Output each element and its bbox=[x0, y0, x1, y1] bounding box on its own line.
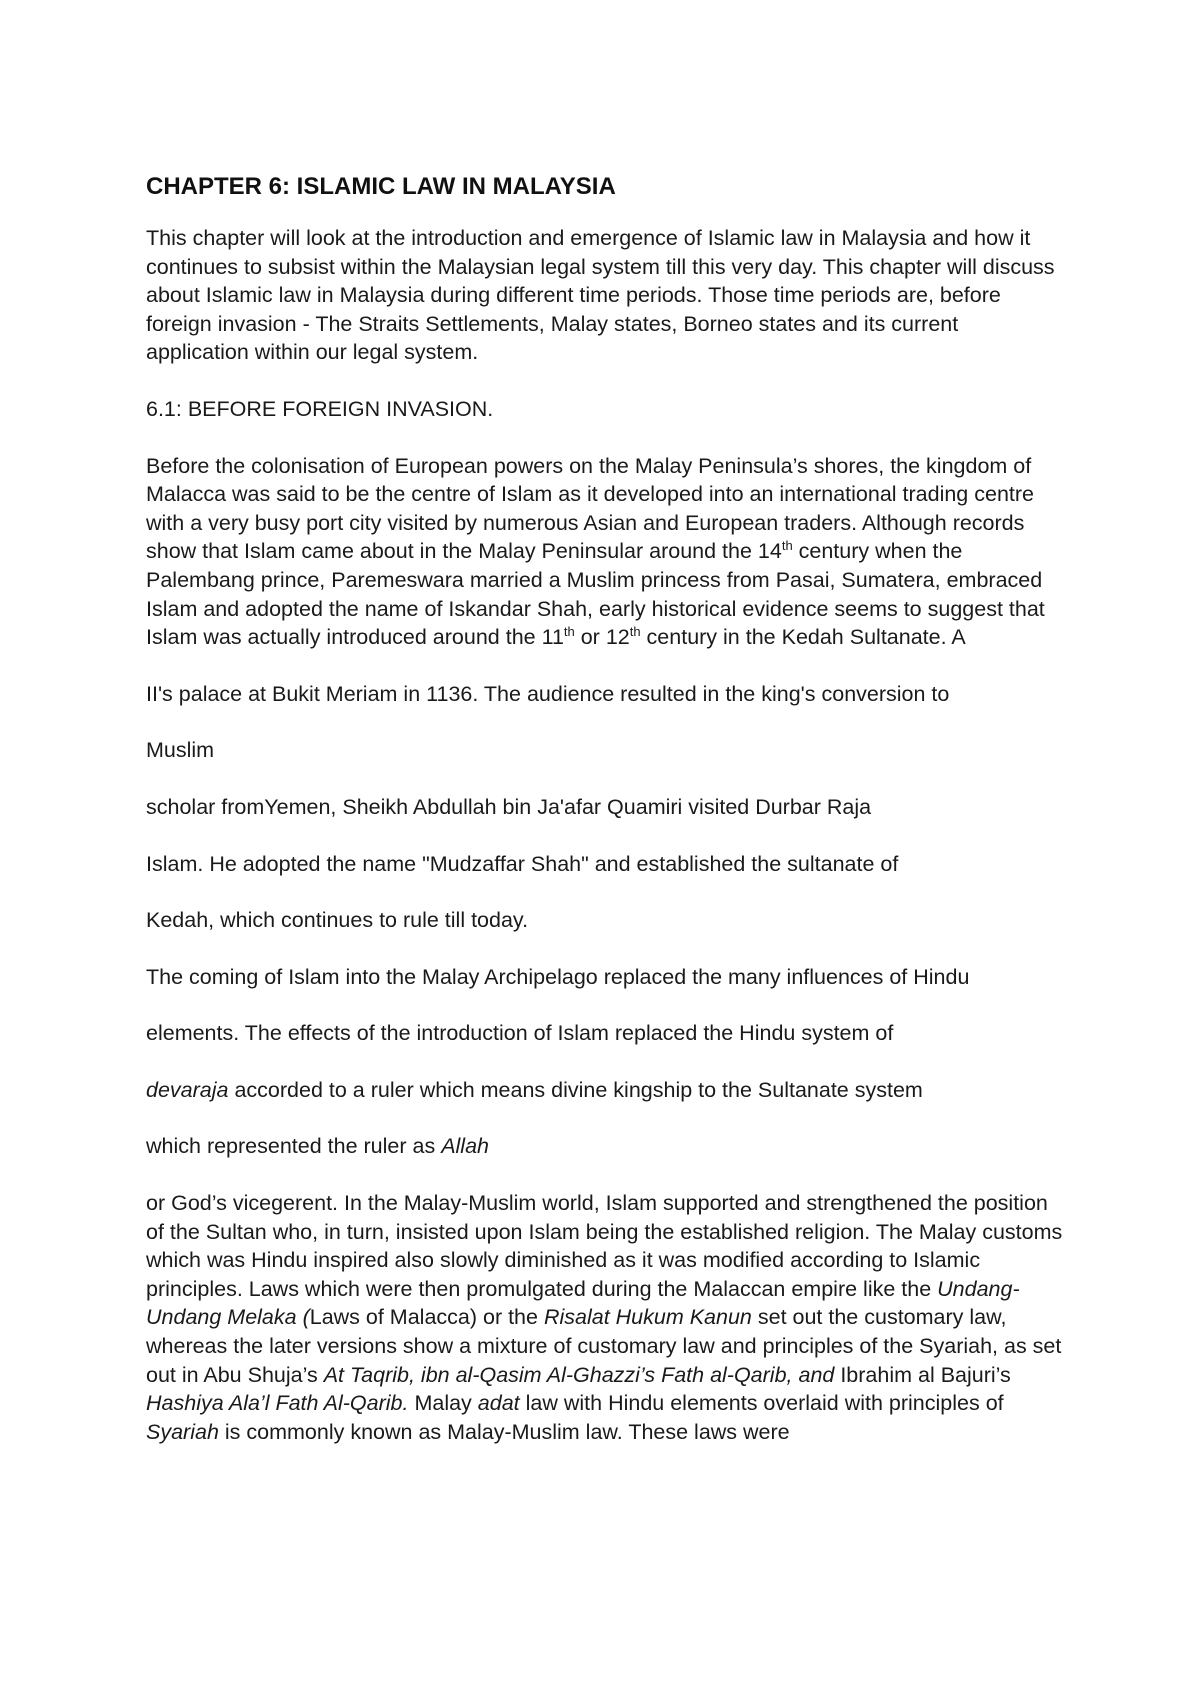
italic-term: Hashiya Ala’l Fath Al-Qarib. bbox=[146, 1391, 409, 1416]
text-segment: elements. The effects of the introduction of Islam replaced the Hindu system of bbox=[146, 1021, 894, 1046]
text-segment: Islam. He adopted the name "Mudzaffar Shah" and established the sultanate of bbox=[146, 851, 899, 876]
superscript-ordinal: th bbox=[563, 623, 575, 639]
superscript-ordinal: th bbox=[629, 623, 641, 639]
italic-term: devaraja bbox=[146, 1077, 229, 1102]
paragraph-scholar bbox=[146, 793, 1066, 822]
paragraph-coming-of-islam bbox=[146, 963, 1066, 992]
paragraph-devaraja bbox=[146, 1076, 1066, 1105]
paragraph-palace bbox=[146, 680, 1066, 709]
paragraph-elements bbox=[146, 1019, 1066, 1048]
paragraph-section-6-1 bbox=[146, 395, 1066, 424]
paragraph-malacca bbox=[146, 452, 1066, 652]
paragraph-represented bbox=[146, 1132, 1066, 1161]
paragraph-list bbox=[146, 224, 1066, 1446]
text-segment: Kedah, which continues to rule till today. bbox=[146, 908, 529, 933]
text-segment: Malay bbox=[408, 1391, 478, 1416]
italic-term: Allah bbox=[441, 1134, 489, 1159]
chapter-heading: CHAPTER 6: ISLAMIC LAW IN MALAYSIA bbox=[146, 173, 616, 200]
text-segment: Muslim bbox=[146, 738, 215, 763]
text-segment: Ibrahim al Bajuri’s bbox=[834, 1362, 1011, 1387]
text-segment: The coming of Islam into the Malay Archipelago replaced the many influences of Hindu bbox=[146, 964, 970, 989]
text-segment: accorded to a ruler which means divine kingship to the Sultanate system bbox=[228, 1077, 923, 1102]
italic-term: Risalat Hukum Kanun bbox=[543, 1305, 752, 1330]
text-segment: II's palace at Bukit Meriam in 1136. The audience resulted in the king's conversion to bbox=[146, 681, 950, 706]
text-segment: Before the colonisation of European powers on the Malay Peninsula’s shores, the kingdom of Malacca was said to be the centre of Islam as it developed into an international trading centre with a very busy port city visited by numerous Asian and European traders. Although records show that Islam came about in the Malay Peninsular around the 14 bbox=[146, 453, 1034, 564]
italic-term: adat bbox=[477, 1391, 520, 1416]
text-segment: Laws of Malacca) or the bbox=[309, 1305, 544, 1330]
text-segment: scholar fromYemen, Sheikh Abdullah bin Ja'afar Quamiri visited Durbar Raja bbox=[146, 794, 872, 819]
text-segment: This chapter will look at the introduction and emergence of Islamic law in Malaysia and how it continues to subsist within the Malaysian legal system till this very day. This chapter will discuss about Islamic law in Malaysia during different time periods. Those time periods are, before foreign invasion - The Straits Settlements, Malay states, Borneo states and its current application within our legal system. bbox=[146, 226, 1055, 365]
superscript-ordinal: th bbox=[781, 538, 793, 554]
text-segment: or 12 bbox=[574, 625, 630, 650]
text-segment: law with Hindu elements overlaid with principles of bbox=[519, 1391, 1004, 1416]
text-segment: century in the Kedah Sultanate. A bbox=[640, 625, 966, 650]
paragraph-intro bbox=[146, 224, 1066, 367]
paragraph-mudzaffar bbox=[146, 850, 1066, 879]
paragraph-vicegerent bbox=[146, 1189, 1066, 1446]
text-segment: or God’s vicegerent. In the Malay-Muslim world, Islam supported and strengthened the position of the Sultan who, in turn, insisted upon Islam being the established religion. The Malay customs which was Hindu inspired also slowly diminished as it was modified according to Islamic principles. Laws which were then promulgated during the Malaccan empire like the bbox=[146, 1191, 1063, 1301]
paragraph-kedah bbox=[146, 906, 1066, 935]
text-segment: century when the Palembang prince, Paremeswara married a Muslim princess from Pasai, Sumatera, embraced Islam and adopted the name of Iskandar Shah, early historical evidence seems to suggest that Islam was actually introduced around the 11 bbox=[146, 539, 1045, 650]
text-segment: which represented the ruler as bbox=[146, 1134, 442, 1159]
text-segment: 6.1: BEFORE FOREIGN INVASION. bbox=[146, 396, 494, 421]
text-segment: is commonly known as Malay-Muslim law. These laws were bbox=[218, 1419, 790, 1444]
italic-term: Undang-Undang Melaka ( bbox=[146, 1276, 1020, 1330]
paragraph-muslim bbox=[146, 736, 1066, 765]
italic-term: Syariah bbox=[146, 1419, 219, 1444]
text-segment: set out the customary law, whereas the later versions show a mixture of customary law and principles of the Syariah, as set out in Abu Shuja’s bbox=[146, 1305, 1062, 1387]
italic-term: At Taqrib, ibn al-Qasim Al-Ghazzi’s Fath al-Qarib, and bbox=[323, 1362, 835, 1387]
document-body bbox=[146, 172, 1066, 1474]
